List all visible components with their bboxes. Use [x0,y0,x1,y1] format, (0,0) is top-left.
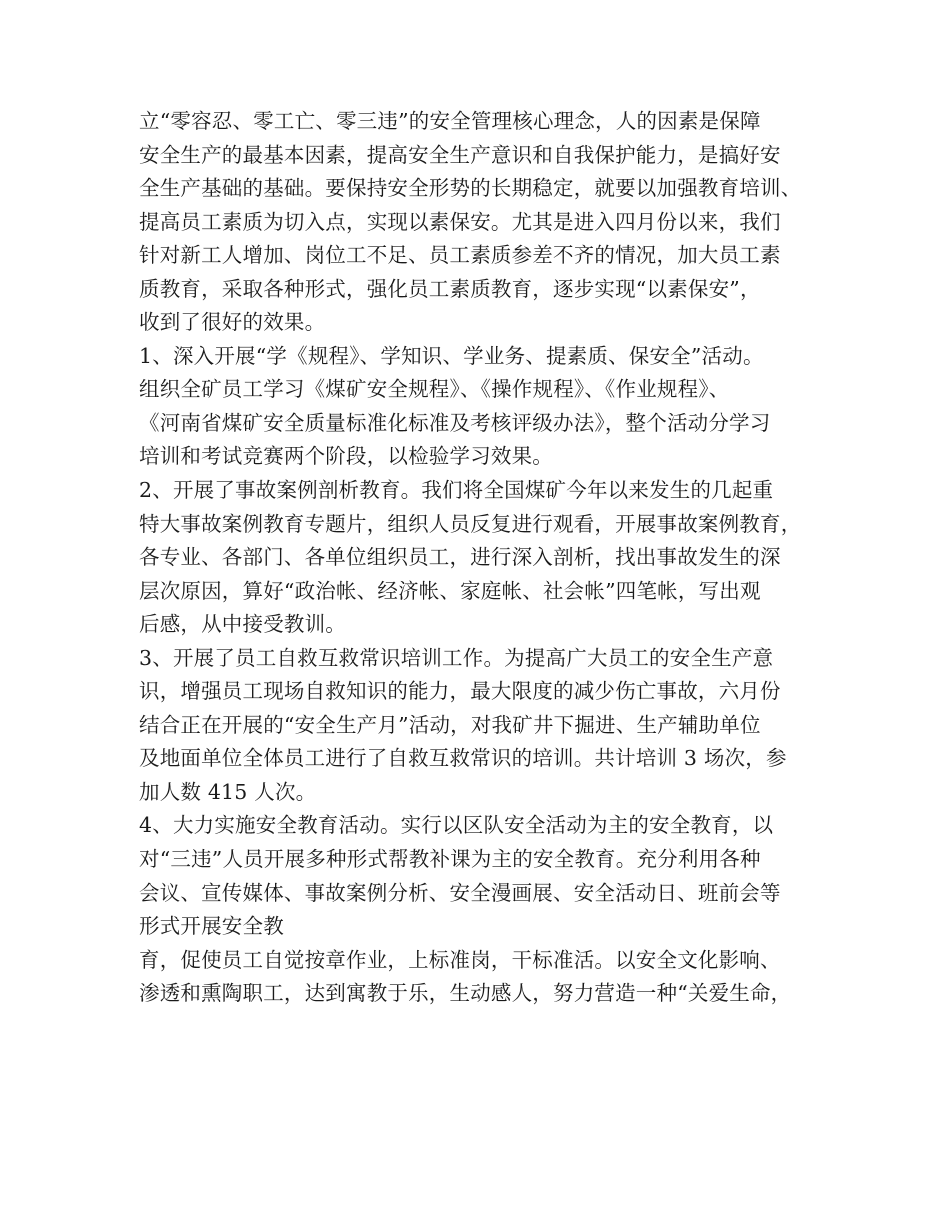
text-line: 全生产基础的基础。要保持安全形势的长期稳定，就要以加强教育培训、 [139,176,802,201]
text-line: 特大事故案例教育专题片，组织人员反复进行观看，开展事故案例教育， [139,511,802,536]
text-line: 收到了很好的效果。 [139,310,326,335]
text-line: 1、深入开展“学《规程》、学知识、学业务、提素质、保安全”活动。 [139,343,764,368]
text-line: 《河南省煤矿安全质量标准化标准及考核评级办法》，整个活动分学习 [139,410,771,435]
text-line: 针对新工人增加、岗位工不足、员工素质参差不齐的情况，加大员工素 [139,243,781,268]
text-line: 渗透和熏陶职工，达到寓教于乐，生动感人，努力营造一种“关爱生命， [139,981,792,1006]
text-line: 4、大力实施安全教育活动。实行以区队安全活动为主的安全教育，以 [139,813,774,838]
text-line: 识，增强员工现场自救知识的能力，最大限度的减少伤亡事故，六月份 [139,679,781,704]
text-line: 对“三违”人员开展多种形式帮教补课为主的安全教育。充分利用各种 [139,847,761,872]
text-line: 形式开展安全教 [139,914,284,939]
document-body [139,105,839,1011]
text-line: 及地面单位全体员工进行了自救互救常识的培训。共计培训 3 场次，参 [139,746,787,771]
text-line: 结合正在开展的“安全生产月”活动，对我矿井下掘进、生产辅助单位 [139,712,761,737]
text-line: 安全生产的最基本因素，提高安全生产意识和自我保护能力，是搞好安 [139,142,781,167]
text-line: 2、开展了事故案例剖析教育。我们将全国煤矿今年以来发生的几起重 [139,478,774,503]
text-line: 育，促使员工自觉按章作业，上标准岗，干标准活。以安全文化影响、 [139,947,781,972]
text-line: 加人数 415 人次。 [139,779,317,804]
text-line: 立“零容忍、零工亡、零三违”的安全管理核心理念，人的因素是保障 [139,109,761,133]
text-line: 质教育，采取各种形式，强化员工素质教育，逐步实现“以素保安”， [139,276,761,301]
text-line: 组织全矿员工学习《煤矿安全规程》、《操作规程》、《作业规程》、 [139,377,730,402]
text-line: 培训和考试竞赛两个阶段，以检验学习效果。 [139,444,553,469]
text-line: 各专业、各部门、各单位组织员工，进行深入剖析，找出事故发生的深 [139,545,781,570]
text-line: 层次原因，算好“政治帐、经济帐、家庭帐、社会帐”四笔帐，写出观 [139,578,761,603]
text-line: 会议、宣传媒体、事故案例分析、安全漫画展、安全活动日、班前会等 [139,880,781,905]
text-line: 3、开展了员工自救互救常识培训工作。为提高广大员工的安全生产意 [139,645,774,670]
text-line: 后感，从中接受教训。 [139,612,346,637]
text-line: 提高员工素质为切入点，实现以素保安。尤其是进入四月份以来，我们 [139,209,781,234]
